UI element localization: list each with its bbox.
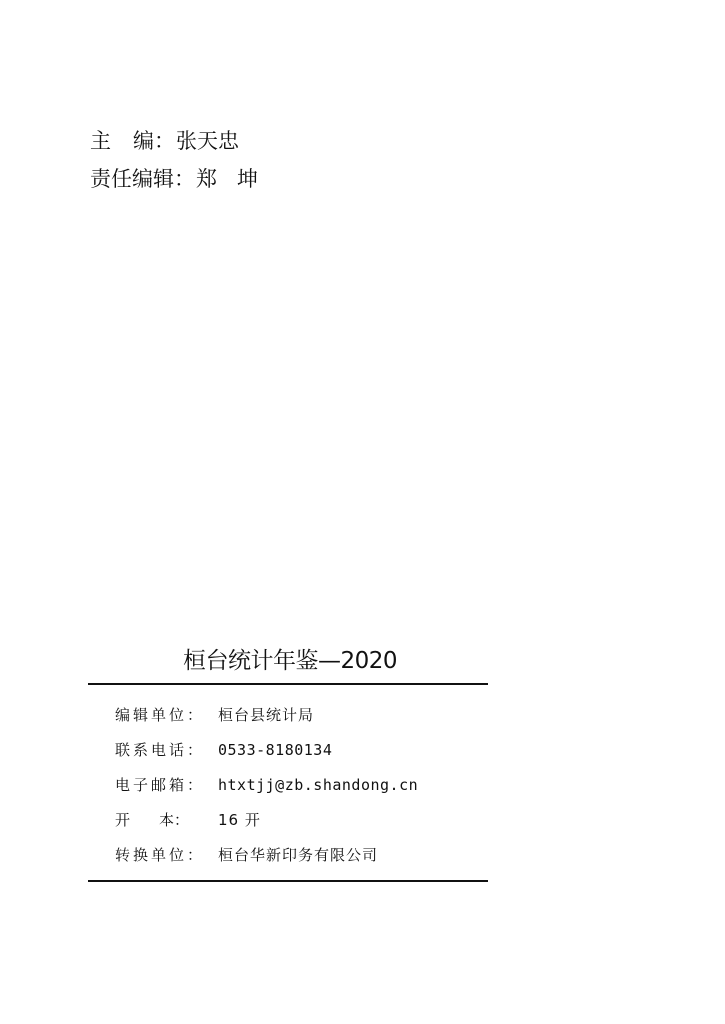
- format-value: 16 开: [218, 811, 261, 829]
- compiler-value: 桓台县统计局: [218, 706, 315, 724]
- info-row-compiler: [115, 697, 418, 732]
- responsible-editor-name-char: 郑: [196, 167, 217, 191]
- format-label-char: 本：: [158, 811, 189, 829]
- phone-label: 联系电话：: [115, 741, 206, 759]
- top-divider: [88, 683, 488, 685]
- phone-value: 0533-8180134: [218, 740, 333, 759]
- printer-label: 转换单位：: [115, 846, 206, 864]
- printer-value: 桓台华新印务有限公司: [218, 846, 379, 864]
- responsible-editor-line: [90, 160, 258, 198]
- info-row-phone: [115, 732, 418, 767]
- info-row-email: [115, 767, 418, 802]
- chief-editor-separator: ：: [154, 129, 175, 153]
- chief-editor-label: [90, 122, 154, 160]
- email-value: htxtjj@zb.shandong.cn: [218, 775, 419, 794]
- responsible-editor-label: 责任编辑: [90, 167, 174, 191]
- book-title: 桓台统计年鉴—2020: [182, 648, 398, 674]
- chief-editor-label-char: 主: [90, 129, 111, 153]
- format-label-char: 开: [115, 811, 131, 829]
- email-label: 电子邮箱：: [115, 776, 206, 794]
- credits-block: [90, 122, 258, 198]
- responsible-editor-name: [196, 160, 258, 198]
- responsible-editor-name-char: 坤: [237, 167, 258, 191]
- chief-editor-name: 张天忠: [176, 129, 239, 153]
- chief-editor-line: [90, 122, 258, 160]
- bottom-divider: [88, 880, 488, 882]
- format-label: [115, 809, 189, 830]
- compiler-label: 编辑单位：: [115, 706, 206, 724]
- chief-editor-label-char: 编: [133, 129, 154, 153]
- info-row-printer: [115, 837, 418, 872]
- publication-info: [115, 697, 418, 872]
- responsible-editor-separator: ：: [174, 167, 195, 191]
- info-row-format: [115, 802, 418, 837]
